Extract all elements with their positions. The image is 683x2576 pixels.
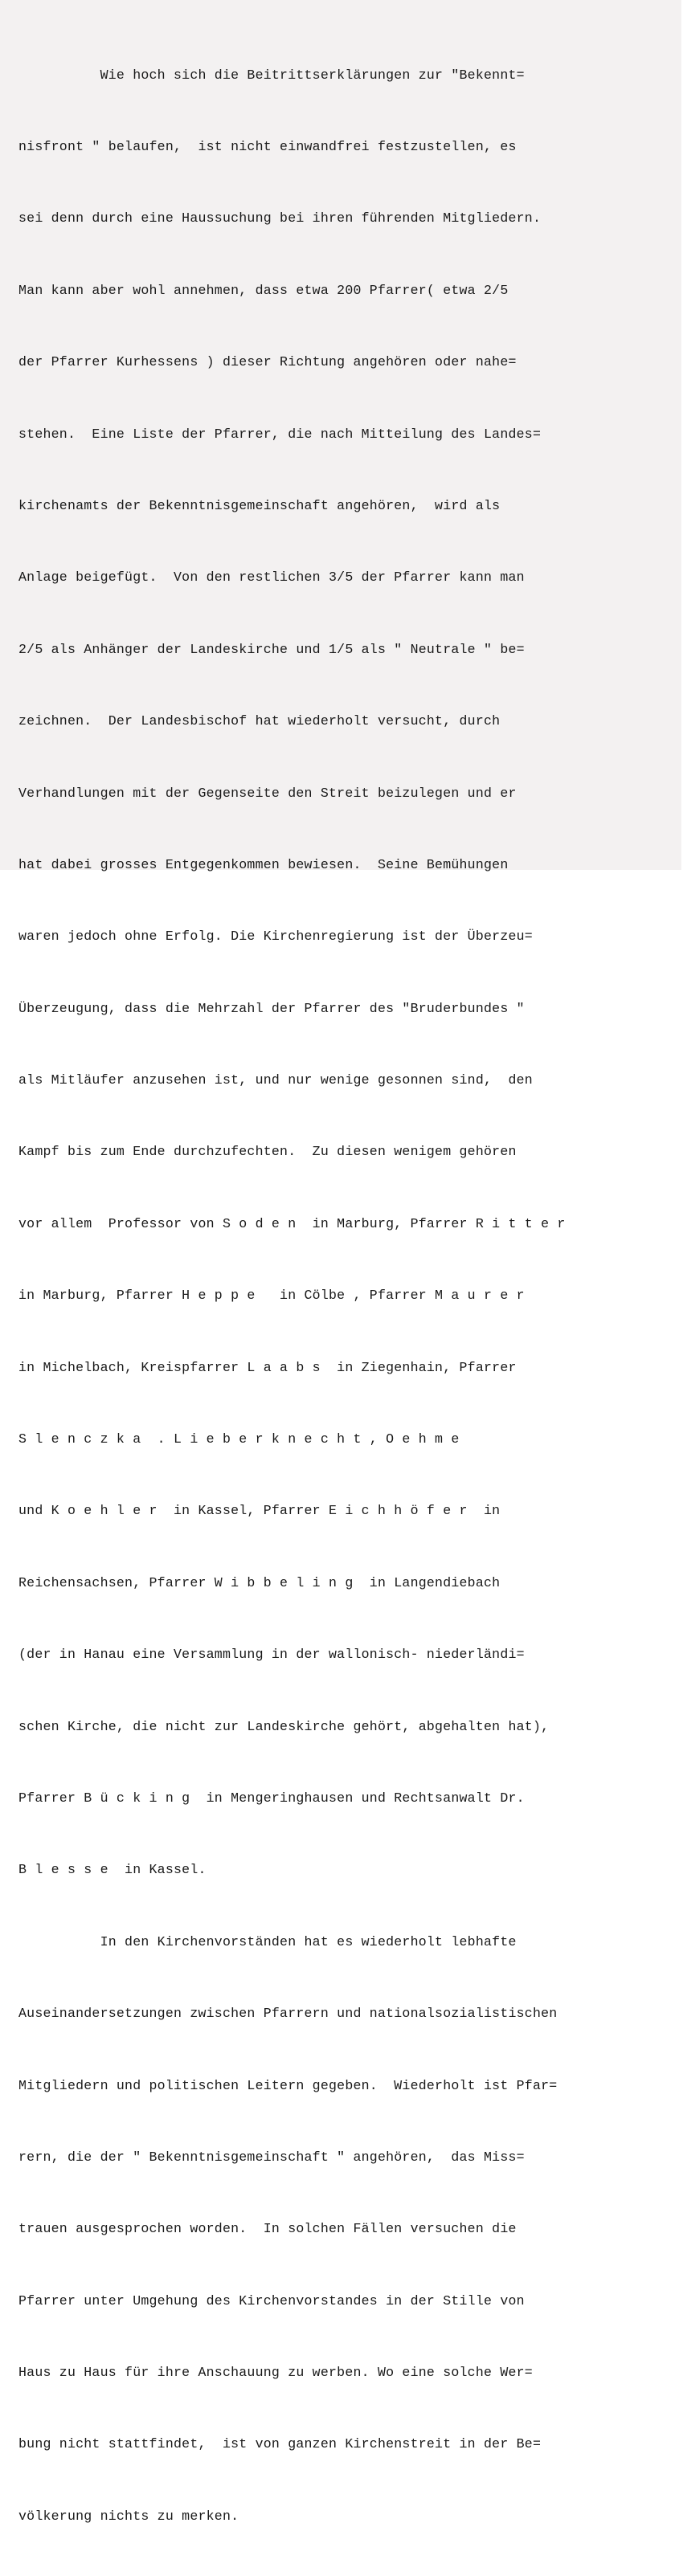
text-line: Auseinandersetzungen zwischen Pfarrern und nationalsozialistischen — [18, 2006, 558, 2022]
text-line: Anlage beigefügt. Von den restlichen 3/5 der Pfarrer kann man — [18, 569, 525, 586]
text-line: Haus zu Haus für ihre Anschauung zu werben. Wo eine solche Wer= — [18, 2365, 533, 2381]
text-line: Wie hoch sich die Beitrittserklärungen zur "Bekennt= — [18, 67, 525, 83]
text-line: Verhandlungen mit der Gegenseite den Streit beizulegen und er — [18, 785, 517, 801]
text-line: Überzeugung, dass die Mehrzahl der Pfarrer des "Bruderbundes " — [18, 1000, 525, 1016]
text-line: Man kann aber wohl annehmen, dass etwa 200 Pfarrer( etwa 2/5 — [18, 282, 509, 298]
text-line: zeichnen. Der Landesbischof hat wiederholt versucht, durch — [18, 713, 501, 729]
text-line: Reichensachsen, Pfarrer W i b b e l i n g in Langendiebach — [18, 1574, 501, 1590]
text-line: schen Kirche, die nicht zur Landeskirche gehört, abgehalten hat), — [18, 1718, 550, 1734]
text-line: kirchenamts der Bekenntnisgemeinschaft angehören, wird als — [18, 497, 501, 513]
text-line: waren jedoch ohne Erfolg. Die Kirchenregierung ist der Überzeu= — [18, 929, 533, 945]
text-line: trauen ausgesprochen worden. In solchen Fällen versuchen die — [18, 2221, 517, 2237]
text-line: Pfarrer unter Umgehung des Kirchenvorstandes in der Stille von — [18, 2292, 525, 2309]
text-line: Pfarrer B ü c k i n g in Mengeringhausen und Rechtsanwalt Dr. — [18, 1790, 525, 1806]
text-line: in Michelbach, Kreispfarrer L a a b s in Ziegenhain, Pfarrer — [18, 1359, 517, 1375]
text-line: S l e n c z k a . L i e b e r k n e c h t , O e h m e — [18, 1431, 460, 1447]
text-line: rern, die der " Bekenntnisgemeinschaft " angehören, das Miss= — [18, 2149, 525, 2165]
text-line: und K o e h l e r in Kassel, Pfarrer E i c h h ö f e r in — [18, 1503, 501, 1519]
text-line: B l e s s e in Kassel. — [18, 1862, 207, 1878]
text-line: stehen. Eine Liste der Pfarrer, die nach Mitteilung des Landes= — [18, 426, 542, 442]
text-line: 2/5 als Anhänger der Landeskirche und 1/5 als " Neutrale " be= — [18, 641, 525, 657]
text-line: sei denn durch eine Haussuchung bei ihren führenden Mitgliedern. — [18, 210, 542, 227]
text-line: Mitgliedern und politischen Leitern gegeben. Wiederholt ist Pfar= — [18, 2077, 558, 2093]
text-line: Kampf bis zum Ende durchzufechten. Zu diesen wenigem gehören — [18, 1144, 517, 1160]
text-line: in Marburg, Pfarrer H e p p e in Cölbe , Pfarrer M a u r e r — [18, 1288, 525, 1304]
text-line: als Mitläufer anzusehen ist, und nur wenige gesonnen sind, den — [18, 1072, 533, 1088]
text-line: der Pfarrer Kurhessens ) dieser Richtung angehören oder nahe= — [18, 354, 517, 370]
text-line: (der in Hanau eine Versammlung in der wallonisch- niederländi= — [18, 1647, 525, 1663]
text-line: hat dabei grosses Entgegenkommen bewiesen. Seine Bemühungen — [18, 856, 509, 872]
typewritten-text — [18, 15, 677, 2576]
text-line: völkerung nichts zu merken. — [18, 2508, 239, 2524]
text-line: In den Kirchenvorständen hat es wiederholt lebhafte — [18, 1933, 517, 1949]
text-line: vor allem Professor von S o d e n in Marburg, Pfarrer R i t t e r — [18, 1215, 566, 1231]
text-line: bung nicht stattfindet, ist von ganzen Kirchenstreit in der Be= — [18, 2436, 542, 2452]
text-line: nisfront " belaufen, ist nicht einwandfrei festzustellen, es — [18, 138, 517, 154]
